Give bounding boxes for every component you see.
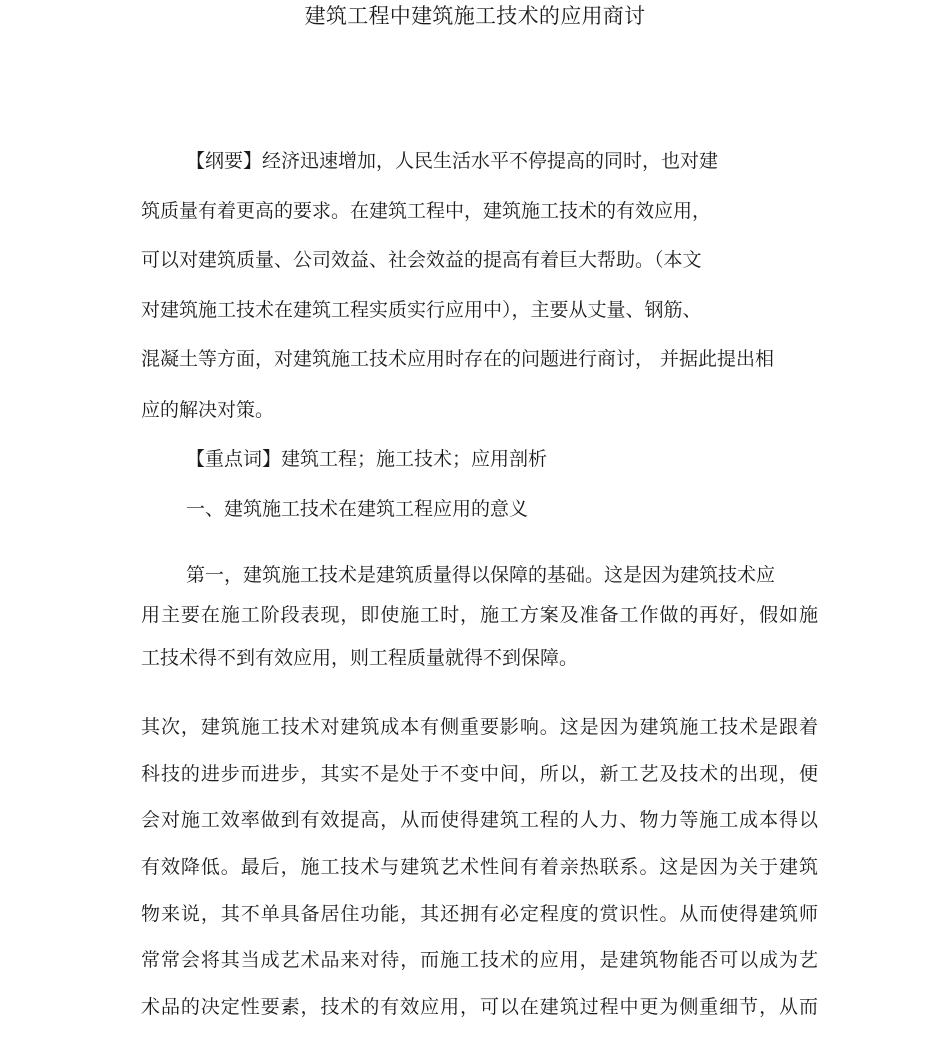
abstract-line: 混凝土等方面，对建筑施工技术应用时存在的问题进行商讨， 并据此提出相 [141,348,775,370]
abstract-line: 对建筑施工技术在建筑工程实质实行应用中），主要从丈量、钢筋、 [141,299,702,321]
paragraph-line: 物来说，其不单具备居住功能，其还拥有必定程度的赏识性。从而使得建筑师 [141,903,818,925]
paragraph-line: 其次，建筑施工技术对建筑成本有侧重要影响。这是因为建筑施工技术是跟着 [141,716,818,738]
paragraph-line: 有效降低。最后，施工技术与建筑艺术性间有着亲热联系。这是因为关于建筑 [141,856,818,878]
document-title: 建筑工程中建筑施工技术的应用商讨 [304,4,646,28]
paragraph-line: 会对施工效率做到有效提高，从而使得建筑工程的人力、物力等施工成本得以 [141,809,818,831]
keywords-line: 【重点词】建筑工程；施工技术；应用剖析 [186,448,548,470]
section-heading: 一、建筑施工技术在建筑工程应用的意义 [186,498,529,520]
paragraph-line: 第一，建筑施工技术是建筑质量得以保障的基础。这是因为建筑技术应 [186,564,776,586]
paragraph-line: 科技的进步而进步，其实不是处于不变中间，所以，新工艺及技术的出现，便 [141,763,818,785]
abstract-line: 应的解决对策。 [141,399,275,421]
paragraph-line: 工技术得不到有效应用，则工程质量就得不到保障。 [141,647,579,669]
abstract-line: 筑质量有着更高的要求。在建筑工程中，建筑施工技术的有效应用， [141,200,712,222]
abstract-line: 可以对建筑质量、公司效益、社会效益的提高有着巨大帮助。（本文 [141,249,702,271]
paragraph-line: 常常会将其当成艺术品来对待，而施工技术的应用，是建筑物能否可以成为艺 [141,949,818,971]
paragraph-line: 用主要在施工阶段表现，即使施工时，施工方案及准备工作做的再好，假如施 [141,604,818,626]
paragraph-line: 术品的决定性要素，技术的有效应用，可以在建筑过程中更为侧重细节，从而 [141,996,818,1018]
abstract-line: 【纲要】经济迅速增加，人民生活水平不停提高的同时，也对建 [186,150,719,172]
